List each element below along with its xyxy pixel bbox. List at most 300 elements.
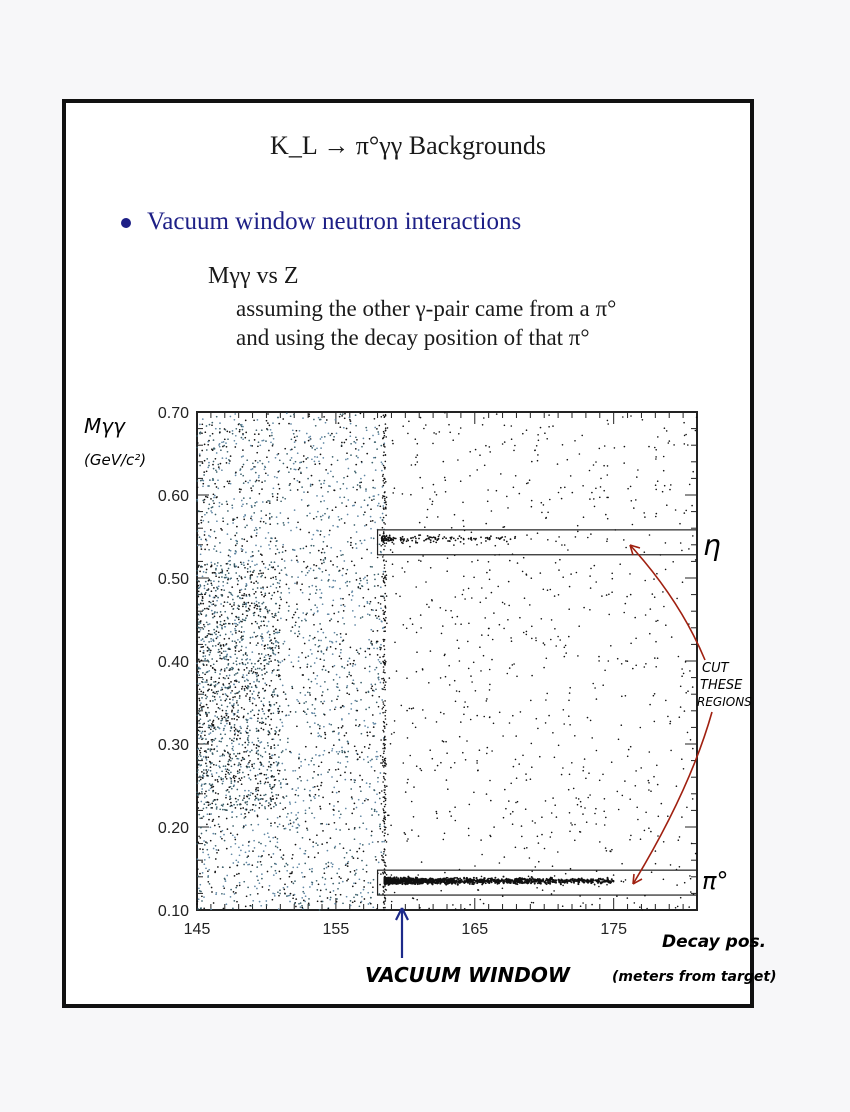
scatter-point xyxy=(243,519,245,521)
scatter-point xyxy=(417,443,419,445)
scatter-point xyxy=(278,552,280,554)
scatter-point xyxy=(649,751,651,753)
scatter-point xyxy=(200,907,202,909)
scatter-point xyxy=(371,609,373,611)
scatter-point xyxy=(245,617,247,619)
scatter-point xyxy=(208,641,210,643)
scatter-point xyxy=(353,857,355,859)
scatter-point xyxy=(308,415,310,417)
scatter-point xyxy=(322,515,324,517)
scatter-point xyxy=(288,895,290,897)
scatter-point xyxy=(357,857,359,859)
scatter-point xyxy=(359,878,361,880)
scatter-point xyxy=(214,563,216,565)
scatter-point xyxy=(633,507,635,509)
scatter-point xyxy=(334,632,336,634)
scatter-point xyxy=(332,883,334,885)
scatter-point xyxy=(382,513,384,515)
scatter-point xyxy=(555,645,557,647)
scatter-point xyxy=(305,850,307,852)
scatter-point xyxy=(323,500,325,502)
scatter-point xyxy=(251,750,253,752)
scatter-point xyxy=(369,744,371,746)
scatter-point xyxy=(380,647,382,649)
scatter-point xyxy=(375,609,377,611)
scatter-point xyxy=(257,814,259,816)
scatter-point xyxy=(269,513,271,515)
scatter-point xyxy=(416,632,418,634)
scatter-point xyxy=(222,585,224,587)
scatter-point xyxy=(518,763,520,765)
scatter-point xyxy=(266,501,268,503)
scatter-point xyxy=(233,804,235,806)
scatter-point xyxy=(561,544,563,546)
scatter-point xyxy=(403,762,405,764)
scatter-point xyxy=(445,741,447,743)
scatter-point xyxy=(214,632,216,634)
scatter-point xyxy=(377,641,379,643)
scatter-point xyxy=(260,521,262,523)
scatter-point xyxy=(463,714,465,716)
scatter-point xyxy=(246,719,248,721)
scatter-point xyxy=(240,468,242,470)
scatter-point xyxy=(374,810,376,812)
scatter-point xyxy=(545,699,547,701)
scatter-point xyxy=(204,534,206,536)
scatter-point xyxy=(386,874,388,876)
scatter-point xyxy=(305,620,307,622)
scatter-point xyxy=(297,795,299,797)
scatter-point xyxy=(375,859,377,861)
scatter-point xyxy=(232,908,234,910)
scatter-point xyxy=(354,874,356,876)
scatter-point xyxy=(380,873,382,875)
scatter-point xyxy=(269,757,271,759)
scatter-point xyxy=(305,895,307,897)
scatter-point xyxy=(279,572,281,574)
scatter-point xyxy=(489,451,491,453)
scatter-point xyxy=(223,605,225,607)
scatter-point xyxy=(240,561,242,563)
scatter-point xyxy=(381,416,383,418)
scatter-point xyxy=(513,487,515,489)
scatter-point xyxy=(619,563,621,565)
scatter-point xyxy=(356,455,358,457)
scatter-point xyxy=(425,581,427,583)
scatter-point xyxy=(607,518,609,520)
scatter-point xyxy=(575,797,577,799)
scatter-point xyxy=(294,770,296,772)
scatter-point xyxy=(544,848,546,850)
scatter-point xyxy=(407,782,409,784)
scatter-point xyxy=(350,779,352,781)
scatter-point xyxy=(574,440,576,442)
scatter-point xyxy=(228,716,230,718)
scatter-point xyxy=(359,756,361,758)
scatter-point xyxy=(377,557,379,559)
scatter-point xyxy=(298,757,300,759)
scatter-point xyxy=(299,467,301,469)
scatter-point xyxy=(379,661,381,663)
scatter-point xyxy=(307,572,309,574)
scatter-point xyxy=(372,630,374,632)
scatter-point xyxy=(276,727,278,729)
scatter-point xyxy=(288,654,290,656)
scatter-point xyxy=(255,789,257,791)
scatter-point xyxy=(251,490,253,492)
scatter-point xyxy=(254,886,256,888)
scatter-point xyxy=(665,700,667,702)
scatter-point xyxy=(347,751,349,753)
scatter-point xyxy=(276,798,278,800)
scatter-point xyxy=(234,780,236,782)
scatter-point xyxy=(228,459,230,461)
scatter-point xyxy=(261,638,263,640)
scatter-point xyxy=(196,574,198,576)
scatter-point xyxy=(372,906,374,908)
scatter-point xyxy=(214,696,216,698)
scatter-point xyxy=(326,842,328,844)
scatter-point xyxy=(259,768,261,770)
scatter-point xyxy=(260,576,262,578)
scatter-point xyxy=(526,631,528,633)
scatter-point xyxy=(320,447,322,449)
scatter-point xyxy=(293,468,295,470)
scatter-point xyxy=(251,602,253,604)
scatter-point xyxy=(214,671,216,673)
scatter-point xyxy=(290,489,292,491)
scatter-point xyxy=(606,594,608,596)
scatter-point xyxy=(263,620,265,622)
scatter-point xyxy=(258,710,260,712)
scatter-point xyxy=(273,853,275,855)
scatter-point xyxy=(399,596,401,598)
scatter-point xyxy=(366,732,368,734)
scatter-point xyxy=(371,462,373,464)
scatter-point xyxy=(202,418,204,420)
scatter-point xyxy=(257,695,259,697)
scatter-point xyxy=(612,578,614,580)
scatter-point xyxy=(600,486,602,488)
scatter-point xyxy=(290,449,292,451)
scatter-point xyxy=(289,484,291,486)
scatter-point xyxy=(292,617,294,619)
scatter-point xyxy=(274,754,276,756)
scatter-point xyxy=(541,502,543,504)
scatter-point xyxy=(211,744,213,746)
scatter-point xyxy=(277,847,279,849)
scatter-point xyxy=(331,587,333,589)
scatter-point xyxy=(238,762,240,764)
scatter-point xyxy=(268,544,270,546)
scatter-point xyxy=(234,553,236,555)
scatter-point xyxy=(221,804,223,806)
scatter-point xyxy=(274,694,276,696)
scatter-points xyxy=(196,412,697,911)
scatter-point xyxy=(537,728,539,730)
scatter-point xyxy=(221,669,223,671)
scatter-point xyxy=(240,473,242,475)
scatter-point xyxy=(514,445,516,447)
scatter-point xyxy=(349,849,351,851)
scatter-point xyxy=(228,683,230,685)
scatter-point xyxy=(279,679,281,681)
scatter-point xyxy=(293,414,295,416)
scatter-point xyxy=(293,549,295,551)
scatter-point xyxy=(225,776,227,778)
scatter-point xyxy=(351,813,353,815)
scatter-point xyxy=(413,816,415,818)
scatter-point xyxy=(335,894,337,896)
scatter-point xyxy=(590,720,592,722)
scatter-point xyxy=(222,753,224,755)
scatter-point xyxy=(680,542,682,544)
scatter-point xyxy=(206,672,208,674)
scatter-point xyxy=(288,471,290,473)
scatter-point xyxy=(200,622,202,624)
scatter-point xyxy=(364,606,366,608)
scatter-point xyxy=(351,590,353,592)
scatter-point xyxy=(533,902,535,904)
scatter-point xyxy=(227,510,229,512)
scatter-point xyxy=(272,422,274,424)
scatter-point xyxy=(611,591,613,593)
scatter-point xyxy=(240,649,242,651)
scatter-point xyxy=(460,427,462,429)
scatter-point xyxy=(475,690,477,692)
scatter-point xyxy=(314,722,316,724)
scatter-point xyxy=(282,546,284,548)
scatter-point xyxy=(275,576,277,578)
scatter-point xyxy=(216,520,218,522)
scatter-point xyxy=(243,864,245,866)
scatter-point xyxy=(251,519,253,521)
scatter-point xyxy=(332,476,334,478)
scatter-point xyxy=(197,530,199,532)
scatter-point xyxy=(242,455,244,457)
scatter-point xyxy=(352,610,354,612)
scatter-point xyxy=(222,809,224,811)
scatter-point xyxy=(208,608,210,610)
scatter-point xyxy=(243,826,245,828)
scatter-point xyxy=(228,463,230,465)
scatter-point xyxy=(370,566,372,568)
scatter-point xyxy=(210,650,212,652)
scatter-point xyxy=(219,443,221,445)
scatter-point xyxy=(205,614,207,616)
scatter-point xyxy=(316,447,318,449)
scatter-point xyxy=(295,789,297,791)
scatter-point xyxy=(325,863,327,865)
scatter-point xyxy=(266,800,268,802)
scatter-point xyxy=(232,825,234,827)
scatter-point xyxy=(309,726,311,728)
scatter-point xyxy=(246,767,248,769)
scatter-point xyxy=(673,444,675,446)
scatter-point xyxy=(239,795,241,797)
scatter-point xyxy=(330,547,332,549)
scatter-point xyxy=(463,543,465,545)
scatter-point xyxy=(305,567,307,569)
scatter-point xyxy=(313,771,315,773)
scatter-point xyxy=(690,878,692,880)
scatter-point xyxy=(380,603,382,605)
scatter-point xyxy=(528,876,530,878)
scatter-point xyxy=(271,694,273,696)
scatter-point xyxy=(270,441,272,443)
scatter-point xyxy=(632,668,634,670)
scatter-point xyxy=(197,480,199,482)
scatter-point xyxy=(337,888,339,890)
scatter-point xyxy=(354,700,356,702)
scatter-point xyxy=(339,588,341,590)
scatter-point xyxy=(212,572,214,574)
scatter-point xyxy=(338,611,340,613)
scatter-point xyxy=(236,873,238,875)
scatter-point xyxy=(200,801,202,803)
scatter-point xyxy=(212,500,214,502)
scatter-point xyxy=(278,652,280,654)
scatter-point xyxy=(234,696,236,698)
scatter-point xyxy=(199,688,201,690)
scatter-point xyxy=(264,468,266,470)
scatter-point xyxy=(301,499,303,501)
scatter-point xyxy=(198,637,200,639)
scatter-point xyxy=(316,456,318,458)
scatter-point xyxy=(316,880,318,882)
scatter-point xyxy=(267,777,269,779)
scatter-point xyxy=(251,663,253,665)
scatter-point xyxy=(423,428,425,430)
scatter-point xyxy=(555,562,557,564)
scatter-point xyxy=(339,817,341,819)
scatter-point xyxy=(320,438,322,440)
scatter-point xyxy=(629,839,631,841)
scatter-point xyxy=(377,654,379,656)
scatter-point xyxy=(210,770,212,772)
scatter-point xyxy=(296,527,298,529)
scatter-point xyxy=(259,722,261,724)
scatter-point xyxy=(231,606,233,608)
scatter-point xyxy=(378,706,380,708)
scatter-point xyxy=(233,662,235,664)
scatter-point xyxy=(361,901,363,903)
scatter-point xyxy=(696,416,698,418)
scatter-point xyxy=(449,811,451,813)
scatter-point xyxy=(345,863,347,865)
scatter-point xyxy=(617,791,619,793)
scatter-point xyxy=(692,748,694,750)
scatter-point xyxy=(375,469,377,471)
scatter-point xyxy=(229,867,231,869)
scatter-point xyxy=(252,850,254,852)
scatter-point xyxy=(301,872,303,874)
scatter-point xyxy=(459,660,461,662)
scatter-point xyxy=(499,624,501,626)
scatter-point xyxy=(436,817,438,819)
scatter-point xyxy=(214,545,216,547)
scatter-point xyxy=(212,820,214,822)
scatter-point xyxy=(336,898,338,900)
scatter-point xyxy=(475,449,477,451)
scatter-point xyxy=(225,880,227,882)
scatter-point xyxy=(559,559,561,561)
scatter-point xyxy=(211,677,213,679)
scatter-point xyxy=(297,700,299,702)
scatter-point xyxy=(268,461,270,463)
scatter-point xyxy=(253,666,255,668)
scatter-point xyxy=(274,895,276,897)
scatter-point xyxy=(203,772,205,774)
scatter-point xyxy=(323,442,325,444)
scatter-point xyxy=(350,537,352,539)
scatter-point xyxy=(232,507,234,509)
scatter-point xyxy=(197,764,199,766)
scatter-point xyxy=(257,713,259,715)
scatter-point xyxy=(210,529,212,531)
scatter-point xyxy=(208,508,210,510)
scatter-point xyxy=(219,755,221,757)
scatter-point xyxy=(205,592,207,594)
y-tick-label: 0.70 xyxy=(157,405,189,422)
scatter-point xyxy=(239,429,241,431)
scatter-point xyxy=(256,644,258,646)
scatter-point xyxy=(241,426,243,428)
scatter-point xyxy=(328,671,330,673)
scatter-point xyxy=(270,800,272,802)
scatter-point xyxy=(489,717,491,719)
scatter-point xyxy=(294,446,296,448)
scatter-point xyxy=(229,603,231,605)
scatter-point xyxy=(591,492,593,494)
scatter-point xyxy=(232,522,234,524)
scatter-point xyxy=(462,502,464,504)
scatter-point xyxy=(526,847,528,849)
scatter-point xyxy=(314,461,316,463)
scatter-point xyxy=(247,713,249,715)
scatter-point xyxy=(268,631,270,633)
scatter-point xyxy=(245,851,247,853)
scatter-point xyxy=(206,759,208,761)
scatter-point xyxy=(380,644,382,646)
scatter-point xyxy=(308,856,310,858)
scatter-point xyxy=(258,615,260,617)
scatter-point xyxy=(203,840,205,842)
scatter-point xyxy=(240,620,242,622)
scatter-point xyxy=(429,498,431,500)
scatter-point xyxy=(268,621,270,623)
y-tick-label: 0.60 xyxy=(157,488,189,505)
scatter-point xyxy=(245,801,247,803)
scatter-point xyxy=(337,761,339,763)
scatter-point xyxy=(245,585,247,587)
scatter-point xyxy=(228,648,230,650)
scatter-point xyxy=(280,599,282,601)
scatter-point xyxy=(255,775,257,777)
scatter-point xyxy=(687,444,689,446)
scatter-point xyxy=(219,422,221,424)
scatter-point xyxy=(216,693,218,695)
scatter-point xyxy=(336,686,338,688)
scatter-point xyxy=(255,805,257,807)
scatter-point xyxy=(297,561,299,563)
scatter-point xyxy=(635,770,637,772)
scatter-point xyxy=(371,688,373,690)
scatter-point xyxy=(329,485,331,487)
scatter-point xyxy=(236,532,238,534)
scatter-point xyxy=(430,567,432,569)
scatter-point xyxy=(212,667,214,669)
